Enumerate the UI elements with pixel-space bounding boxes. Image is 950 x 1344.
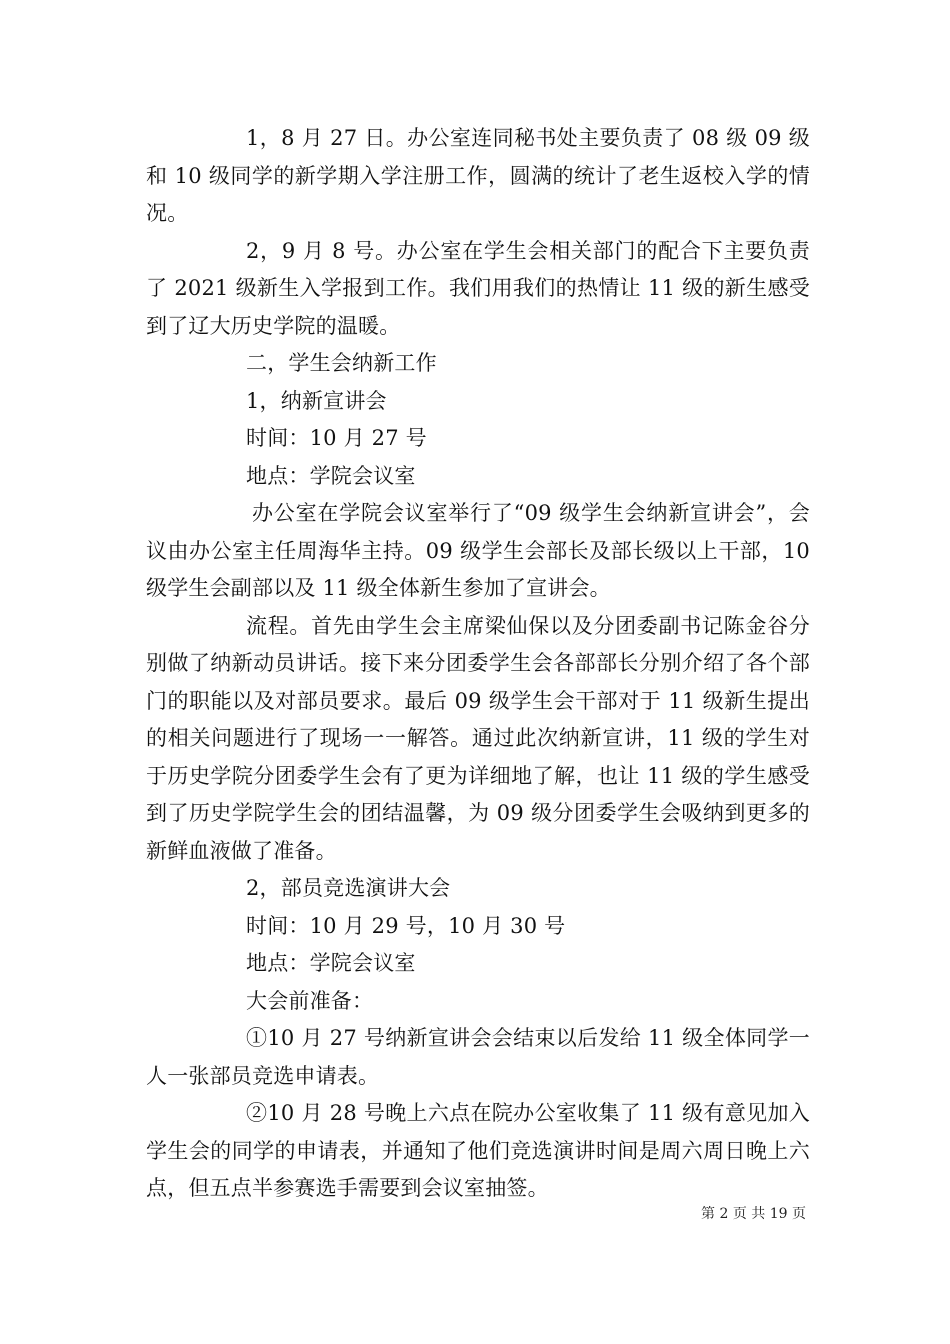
paragraph-info-session: 办公室在学院会议室举行了“09 级学生会纳新宣讲会”，会议由办公室主任周海华主持。09 级学生会部长及部长级以上干部，10 级学生会副部以及 11 级全体新生参加了宣讲会。 [146, 501, 810, 600]
subheading-election-speech: 2，部员竞选演讲大会 [246, 876, 451, 900]
info-session-time: 时间：10 月 27 号 [246, 426, 427, 450]
section-heading-recruitment: 二，学生会纳新工作 [246, 351, 437, 375]
election-time: 时间：10 月 29 号，10 月 30 号 [246, 913, 566, 938]
pre-meeting-prep-heading: 大会前准备： [246, 988, 374, 1013]
document-body [146, 120, 810, 1208]
prep-item-2: ②10 月 28 号晚上六点在院办公室收集了 11 级有意见加入学生会的同学的申请表，并通知了他们竞选演讲时间是周六周日晚上六点，但五点半参赛选手需要到会议室抽签。 [146, 1101, 810, 1200]
paragraph-registration-aug: 1，8 月 27 日。办公室连同秘书处主要负责了 08 级 09 级和 10 级同学的新学期入学注册工作，圆满的统计了老生返校入学的情况。 [146, 126, 810, 225]
info-session-location: 地点：学院会议室 [246, 463, 416, 488]
paragraph-process: 流程。首先由学生会主席梁仙保以及分团委副书记陈金谷分别做了纳新动员讲话。接下来分团委学生会各部部长分别介绍了各个部门的职能以及对部员要求。最后 09 级学生会干部对于 11 级新生提出的相关问题进行了现场一一解答。通过此次纳新宣讲，11 级的学生对于历史学院分团委学生会有了更为详细地了解，也让 11 级的学生感受到了历史学院学生会的团结温馨，为 09 级分团委学生会吸纳到更多的新鲜血液做了准备。 [146, 613, 810, 863]
paragraph-registration-sep: 2，9 月 8 号。办公室在学生会相关部门的配合下主要负责了 2021 级新生入学报到工作。我们用我们的热情让 11 级的新生感受到了辽大历史学院的温暖。 [146, 238, 810, 338]
page-number-footer: 第 2 页 共 19 页 [701, 1206, 806, 1222]
subheading-info-session: 1，纳新宣讲会 [246, 388, 387, 413]
prep-item-1: ①10 月 27 号纳新宣讲会会结束以后发给 11 级全体同学一人一张部员竞选申请表。 [146, 1026, 810, 1088]
election-location: 地点：学院会议室 [246, 951, 416, 975]
